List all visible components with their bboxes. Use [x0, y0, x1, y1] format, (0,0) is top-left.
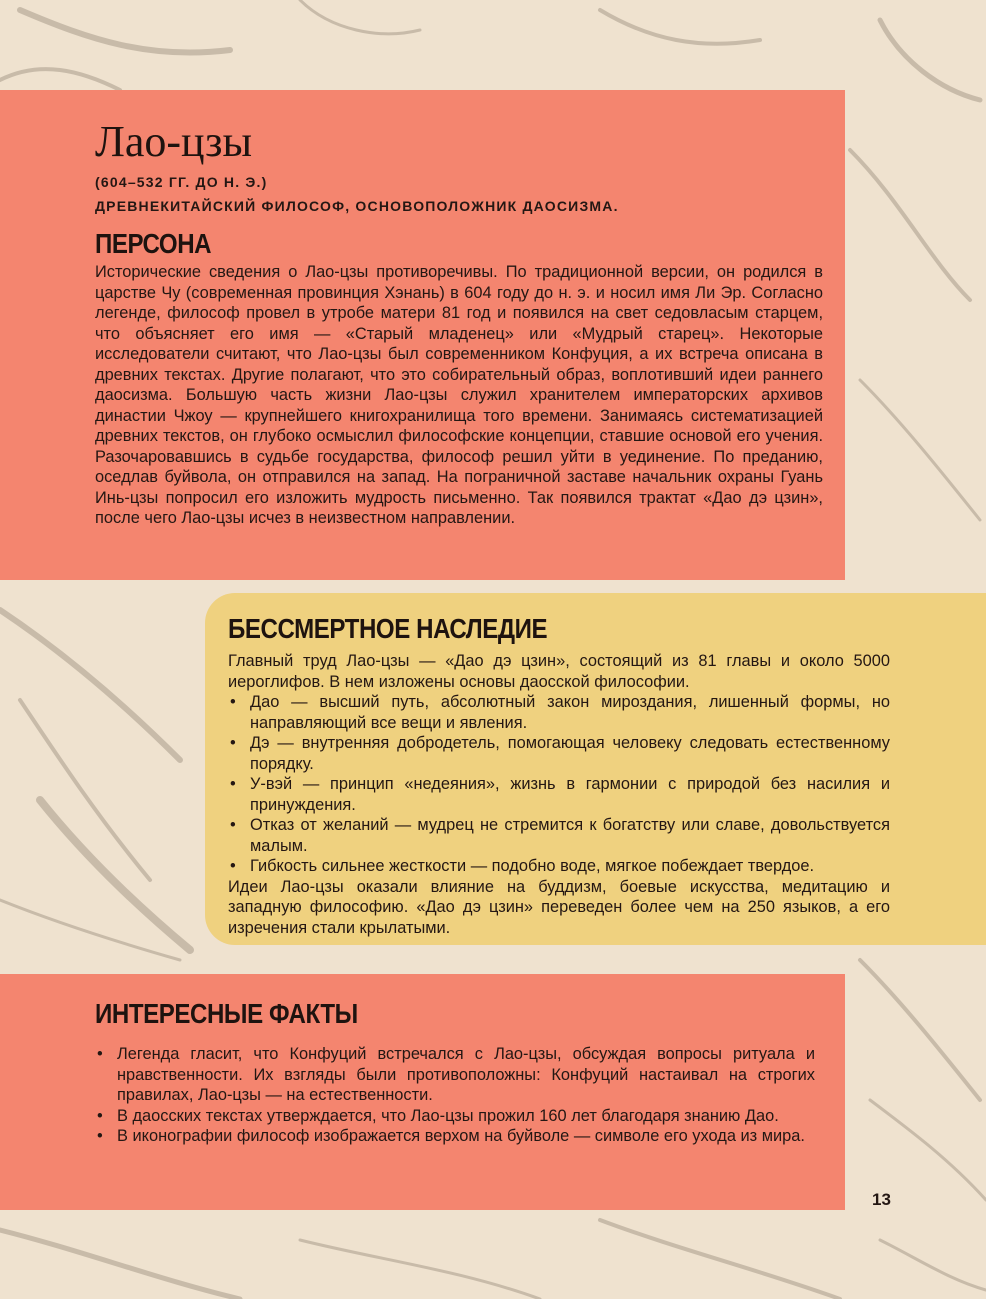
life-dates: (604–532 ГГ. ДО Н. Э.): [95, 174, 268, 190]
page-title: Лао-цзы: [95, 117, 253, 166]
list-item: • Гибкость сильнее жесткости — подобно воде, мягкое побеждает твердое.: [228, 856, 890, 877]
legacy-intro: Главный труд Лао-цзы — «Дао дэ цзин», состоящий из 81 главы и около 5000 иероглифов. В нем изложены основы даосской философии.: [228, 652, 890, 691]
legacy-outro: Идеи Лао-цзы оказали влияние на буддизм, боевые искусства, медитацию и западную философию. «Дао дэ цзин» переведен более чем на 250 языков, а его изречения стали крылатыми.: [228, 877, 890, 937]
list-item: • Дао — высший путь, абсолютный закон мироздания, лишенный формы, но направляющий все вещи и явления.: [228, 692, 890, 733]
legacy-panel: [205, 593, 986, 945]
list-item: • Легенда гласит, что Конфуций встречался с Лао-цзы, обсуждая вопросы ритуала и нравственности. Их взгляды были противоположны: Конфуций настаивал на строгих правилах, Лао-цзы — на естественности.: [95, 1044, 815, 1106]
legacy-list: [228, 692, 890, 877]
list-item: • В иконографии философ изображается верхом на буйволе — символе его ухода из мира.: [95, 1126, 815, 1147]
list-item: • Отказ от желаний — мудрец не стремится к богатству или славе, довольствуется малым.: [228, 815, 890, 856]
subtitle-role: ДРЕВНЕКИТАЙСКИЙ ФИЛОСОФ, ОСНОВОПОЛОЖНИК ДАОСИЗМА.: [95, 198, 619, 214]
list-item: • У-вэй — принцип «недеяния», жизнь в гармонии с природой без насилия и принуждения.: [228, 774, 890, 815]
persona-heading: ПЕРСОНА: [95, 228, 212, 259]
persona-panel: [0, 90, 845, 580]
page-number: 13: [872, 1190, 891, 1209]
facts-panel: [0, 974, 845, 1210]
legacy-heading: БЕССМЕРТНОЕ НАСЛЕДИЕ: [228, 613, 548, 644]
persona-text: Исторические сведения о Лао-цзы противоречивы. По традиционной версии, он родился в царстве Чу (современная провинция Хэнань) в 604 году до н. э. и носил имя Ли Эр. Согласно легенде, философ провел в утробе матери 81 год и появился на свет седовласым старцем, что объясняет его имя — «Старый младенец» или «Мудрый старец». Некоторые исследователи считают, что Лао-цзы был современником Конфуция, а их встреча описана в древних текстах. Другие полагают, что это собирательный образ, воплотивший идеи раннего даосизма. Большую часть жизни Лао-цзы служил хранителем императорских архивов династии Чжоу — крупнейшего книгохранилища того времени. Занимаясь систематизацией древних текстов, он глубоко осмыслил философские концепции, ставшие основой его учения. Разочаровавшись в судьбе государства, философ решил уйти в уединение. По преданию, оседлав буйвола, он отправился на запад. На пограничной заставе начальник охраны Гуань Инь-цзы попросил его изложить мудрость письменно. Так появился трактат «Дао дэ цзин», после чего Лао-цзы исчез в неизвестном направлении.: [95, 263, 823, 527]
list-item: • В даосских текстах утверждается, что Лао-цзы прожил 160 лет благодаря знанию Дао.: [95, 1106, 815, 1127]
facts-list: [95, 1044, 815, 1147]
list-item: • Дэ — внутренняя добродетель, помогающая человеку следовать естественному порядку.: [228, 733, 890, 774]
facts-heading: ИНТЕРЕСНЫЕ ФАКТЫ: [95, 998, 358, 1029]
